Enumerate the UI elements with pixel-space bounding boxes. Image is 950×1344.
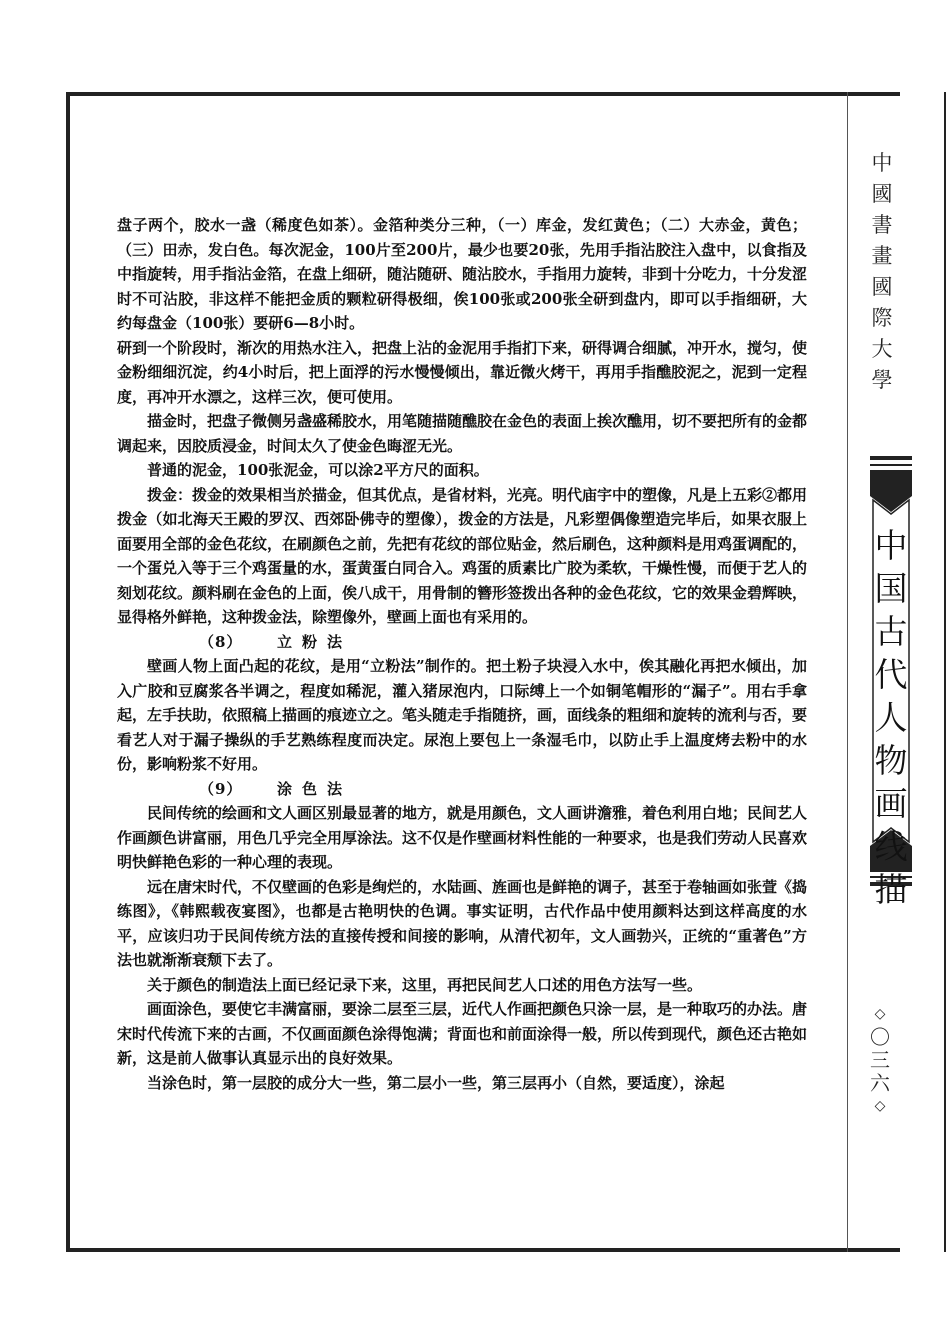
banner-title <box>870 524 912 911</box>
title-char: 中 <box>874 526 908 565</box>
title-char: 際 <box>871 306 893 330</box>
title-char: 國 <box>871 182 893 206</box>
title-char: 代 <box>874 655 908 694</box>
title-char: 大 <box>871 337 893 361</box>
book-title-banner <box>870 456 912 909</box>
paragraph: 画面涂色，要使它丰满富丽，要涂二层至三层，近代人作画把颜色只涂一层，是一种取巧的办法。唐宋时代传流下来的古画，不仅画面颜色涂得饱满；背面也和前面涂得一般，所以传到现代，颜色还古艳如新，这是前人做事认真显示出的良好效果。 <box>117 1000 808 1067</box>
title-char: 人 <box>874 698 908 737</box>
paragraph: 当涂色时，第一层胶的成分大一些，第二层小一些，第三层再小（自然，要适度），涂起 <box>147 1073 725 1092</box>
section-title: 涂色法 <box>277 779 353 798</box>
title-char: 线 <box>874 827 908 866</box>
paragraph: 描金时，把盘子微侧另盏盛稀胶水，用笔随描随醮胶在金色的表面上挨次醮用，切不要把所有的金都调起来，因胶质浸金，时间太久了使金色晦涩无光。 <box>117 412 808 455</box>
section-title: 立粉法 <box>277 632 353 651</box>
page-digit: 〇 <box>870 1025 890 1049</box>
title-char: 國 <box>871 275 893 299</box>
section-number: （8） <box>199 632 243 651</box>
title-char: 国 <box>874 569 908 608</box>
title-char: 中 <box>871 151 893 175</box>
section-heading-8 <box>117 630 807 655</box>
paragraph: 关于颜色的制造法上面已经记录下来，这里，再把民间艺人口述的用色方法写一些。 <box>147 975 703 994</box>
paragraph: 研到一个阶段时，渐次的用热水注入，把盘上沾的金泥用手指扪下来，研得调合细腻，冲开水，搅匀，使金粉细细沉淀，约4小时后，把上面浮的污水慢慢倾出，靠近微火烤干，再用手指醮胶泥之，泥到一定程度，再冲开水漂之，这样三次，便可使用。 <box>117 338 808 406</box>
page-digit: 六 <box>870 1071 890 1095</box>
section-number: （9） <box>199 779 243 798</box>
paragraph: 普通的泥金，100张泥金，可以涂2平方尺的面积。 <box>147 461 489 479</box>
paragraph: 民间传统的绘画和文人画区别最显著的地方，就是用颜色，文人画讲澹雅，着色利用白地；民间艺人作画颜色讲富丽，用色几乎完全用厚涂法。这不仅是作壁画材料性能的一种要求，也是我们劳动人民喜欢明快鲜艳色彩的一种心理的表现。 <box>117 804 808 871</box>
title-char: 物 <box>874 741 908 780</box>
paragraph: 盘子两个，胶水一盏（稀度色如茶）。金箔种类分三种，（一）库金，发红黄色；（二）大赤金，黄色；（三）田赤，发白色。每次泥金，100片至200片，最少也要20张，先用手指沾胶注入盘中，以食指及中指旋转，用手指沾金箔，在盘上细研，随沾随研、随沾胶水，手指用力旋转，非到十分吃力，十分发涩时不可沾胶，非这样不能把金质的颗粒研得极细，俟100张或200张全研到盘内，即可以手指细研，大约每盘金（100张）要研6—8小时。 <box>117 216 808 332</box>
diamond-icon: ◇ <box>874 1098 886 1114</box>
paragraph: 拨金：拨金的效果相当於描金，但其优点，是省材料，光亮。明代庙宇中的塑像，凡是上五彩②都用拨金（如北海天王殿的罗汉、西郊卧佛寺的塑像），拨金的方法是，凡彩塑偶像塑造完毕后，如果衣服上面要用全部的金色花纹，在刷颜色之前，先把有花纹的部位贴金，然后刷色，这种颜料是用鸡蛋调配的，一个蛋兑入等于三个鸡蛋量的水，蛋黄蛋白同合入。鸡蛋的质素比广胶为柔软，干燥性慢，而便于艺人的刻划花纹。颜料刷在金色的上面，俟八成干，用骨制的簪形签拨出各种的金色花纹，它的效果金碧辉映，显得格外鲜艳，这种拨金法，除塑像外，壁画上面也有采用的。 <box>117 485 808 626</box>
title-char: 描 <box>874 870 908 909</box>
page-number <box>862 1003 898 1118</box>
page-frame-right-edge <box>944 92 946 1252</box>
publisher-vertical-title <box>860 148 904 396</box>
page-digit: 三 <box>870 1048 890 1072</box>
paragraph: 壁画人物上面凸起的花纹，是用“立粉法”制作的。把土粉子块浸入水中，俟其融化再把水倾出，加入广胶和豆腐浆各半调之，程度如稀泥，灌入猪尿泡内，口际缚上一个如铜笔帽形的“漏子”。用右手拿起，左手扶助，依照稿上描画的痕迹立之。笔头随走手指随挤，画，面线条的粗细和旋转的流利与否，要看艺人对于漏子操纵的手艺熟练程度而决定。尿泡上要包上一条湿毛巾，以防止手上温度烤去粉中的水份，影响粉浆不好用。 <box>117 657 808 773</box>
paragraph: 远在唐宋时代，不仅壁画的色彩是绚烂的，水陆画、旌画也是鲜艳的调子，甚至于卷轴画如张萱《捣练图》，《韩熙载夜宴图》，也都是古艳明快的色调。事实证明，古代作品中使用颜料达到这样高度的水平，应该归功于民间传统方法的直接传授和间接的影响，从清代初年，文人画勃兴，正统的“重著色”方法也就渐渐衰颓下去了。 <box>117 877 808 969</box>
title-char: 古 <box>874 612 908 651</box>
section-heading-9 <box>117 777 807 802</box>
margin-divider <box>847 92 848 1252</box>
body-text <box>117 213 807 1095</box>
diamond-icon: ◇ <box>874 1006 886 1022</box>
title-char: 書 <box>871 213 893 237</box>
title-char: 學 <box>871 368 893 392</box>
title-char: 畫 <box>871 244 893 268</box>
title-char: 画 <box>874 784 908 823</box>
